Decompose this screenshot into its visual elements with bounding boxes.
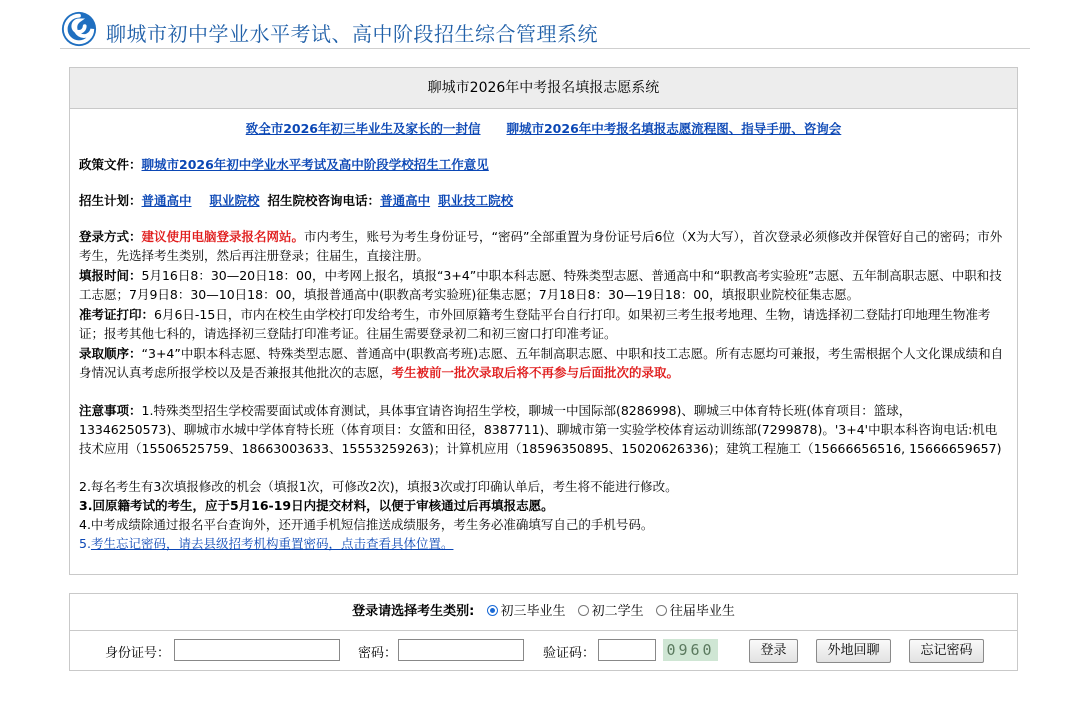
note-2: 2.每名考生有3次填报修改的机会（填报1次，可修改2次)，填报3次或打印确认单后，考生将不能进行修改。	[79, 479, 678, 494]
swirl-logo-icon	[60, 10, 98, 48]
captcha-image[interactable]: 0960	[663, 639, 718, 661]
category-row	[70, 594, 1017, 631]
fill-time-label: 填报时间：	[79, 268, 142, 283]
login-method-text: 市内考生，账号为考生身份证号，“密码”全部重置为身份证号后6位（X为大写），首次登录必须修改并保管好自己的密码；市外考生，先选择考生类别，然后再注册登录；往届生，直接注册。	[79, 229, 1003, 263]
notes-para	[79, 401, 1008, 458]
plan-high-school-link[interactable]: 普通高中	[141, 193, 192, 208]
policy-label: 政策文件：	[79, 157, 142, 172]
order-warning: 考生被前一批次录取后将不再参与后面批次的录取。	[391, 365, 680, 380]
consult-vocational-link[interactable]: 职业技工院校	[438, 193, 514, 208]
radio-past-graduate[interactable]	[656, 605, 667, 616]
captcha-label: 验证码：	[543, 646, 596, 661]
password-input[interactable]	[398, 639, 524, 661]
consult-label: 招生院校咨询电话：	[267, 193, 381, 208]
info-panel	[69, 67, 1018, 575]
order-text: “3+4”中职本科志愿、特殊类型志愿、普通高中(职教高考班)志愿、五年制高职志愿、中职和技工志愿。所有志愿均可兼报，考生需根据个人文化课成绩和自身情况认真考虑所报学校以及是否兼报其他批次的志愿，	[79, 346, 1004, 380]
login-method-para	[79, 227, 1008, 265]
ticket-label: 准考证打印：	[79, 307, 155, 322]
note-3: 3.回原籍考试的考生，应于5月16-19日内提交材料，以便于审核通过后再填报志愿。	[79, 498, 554, 513]
order-para	[79, 344, 1008, 382]
top-links	[79, 119, 1008, 138]
radio-grade9-label[interactable]: 初三毕业生	[500, 604, 566, 619]
forgot-password-location-link[interactable]: 考生忘记密码，请去县级招考机构重置密码，点击查看具体位置。	[90, 536, 454, 551]
guide-link[interactable]: 聊城市2026年中考报名填报志愿流程图、指导手册、咨询会	[506, 121, 842, 136]
plan-row	[79, 191, 1008, 210]
site-title: 聊城市初中学业水平考试、高中阶段招生综合管理系统	[106, 22, 598, 46]
note-5-prefix: 5.	[79, 536, 91, 551]
plan-label: 招生计划：	[79, 193, 142, 208]
password-label: 密码：	[358, 646, 398, 661]
policy-row	[79, 155, 1008, 174]
captcha-input[interactable]	[598, 639, 656, 661]
order-label: 录取顺序：	[79, 346, 142, 361]
radio-grade8-label[interactable]: 初二学生	[591, 604, 644, 619]
return-home-button[interactable]: 外地回聊	[816, 639, 891, 663]
consult-high-school-link[interactable]: 普通高中	[380, 193, 431, 208]
fill-time-text: 5月16日8：30—20日18：00，中考网上报名，填报“3+4”中职本科志愿、特殊类型志愿、普通高中和“职教高考实验班”志愿、五年制高职志愿、中职和技工志愿；7月9日8：30—10日18：00，填报普通高中(职教高考实验班)征集志愿；7月18日8：30—19日18：00，填报职业院校征集志愿。	[79, 268, 1002, 302]
login-method-warning: 建议使用电脑登录报名网站。	[141, 229, 305, 244]
radio-past-graduate-label[interactable]: 往届毕业生	[669, 604, 735, 619]
policy-link[interactable]: 聊城市2026年初中学业水平考试及高中阶段学校招生工作意见	[141, 157, 489, 172]
plan-vocational-link[interactable]: 职业院校	[209, 193, 260, 208]
fill-time-para	[79, 266, 1008, 304]
id-label: 身份证号：	[105, 646, 171, 661]
note-1: 1.特殊类型招生学校需要面试或体育测试，具体事宜请咨询招生学校，聊城一中国际部(8286998)、聊城三中体育特长班(体育项目：篮球，13346250573)、聊城市水城中学体育特长班（体育项目：女篮和田径，8387711)、聊城市第一实验学校体育运动训练部(7299878)。'3+4'中职本科咨询电话:机电技术应用（15506525759、18663003633、15553259263)；计算机应用（18596350895、15020626336)；建筑工程施工（15666656516, 15666659657)	[79, 403, 1002, 456]
login-method-label: 登录方式：	[79, 229, 142, 244]
note-5	[79, 534, 1008, 553]
login-button[interactable]: 登录	[749, 639, 798, 663]
id-number-input[interactable]	[174, 639, 340, 661]
radio-grade8[interactable]	[578, 605, 589, 616]
ticket-para	[79, 305, 1008, 343]
radio-grade9[interactable]	[487, 605, 498, 616]
credentials-row	[70, 631, 1017, 671]
notes-label: 注意事项：	[79, 403, 142, 418]
forgot-password-button[interactable]: 忘记密码	[909, 639, 984, 663]
panel-title: 聊城市2026年中考报名填报志愿系统	[70, 68, 1017, 109]
category-label: 登录请选择考生类别:	[352, 604, 475, 619]
parent-letter-link[interactable]: 致全市2026年初三毕业生及家长的一封信	[245, 121, 481, 136]
site-header	[60, 8, 1030, 49]
note-4: 4.中考成绩除通过报名平台查询外，还开通手机短信推送成绩服务，考生务必准确填写自己的手机号码。	[79, 517, 654, 532]
ticket-text: 6月6日-15日，市内在校生由学校打印发给考生，市外回原籍考生登陆平台自行打印。如果初三考生报考地理、生物，请选择初二登陆打印地理生物准考证；报考其他七科的，请选择初三登陆打印准考证。往届生需要登录初二和初三窗口打印准考证。	[79, 307, 991, 341]
login-box	[69, 593, 1018, 671]
